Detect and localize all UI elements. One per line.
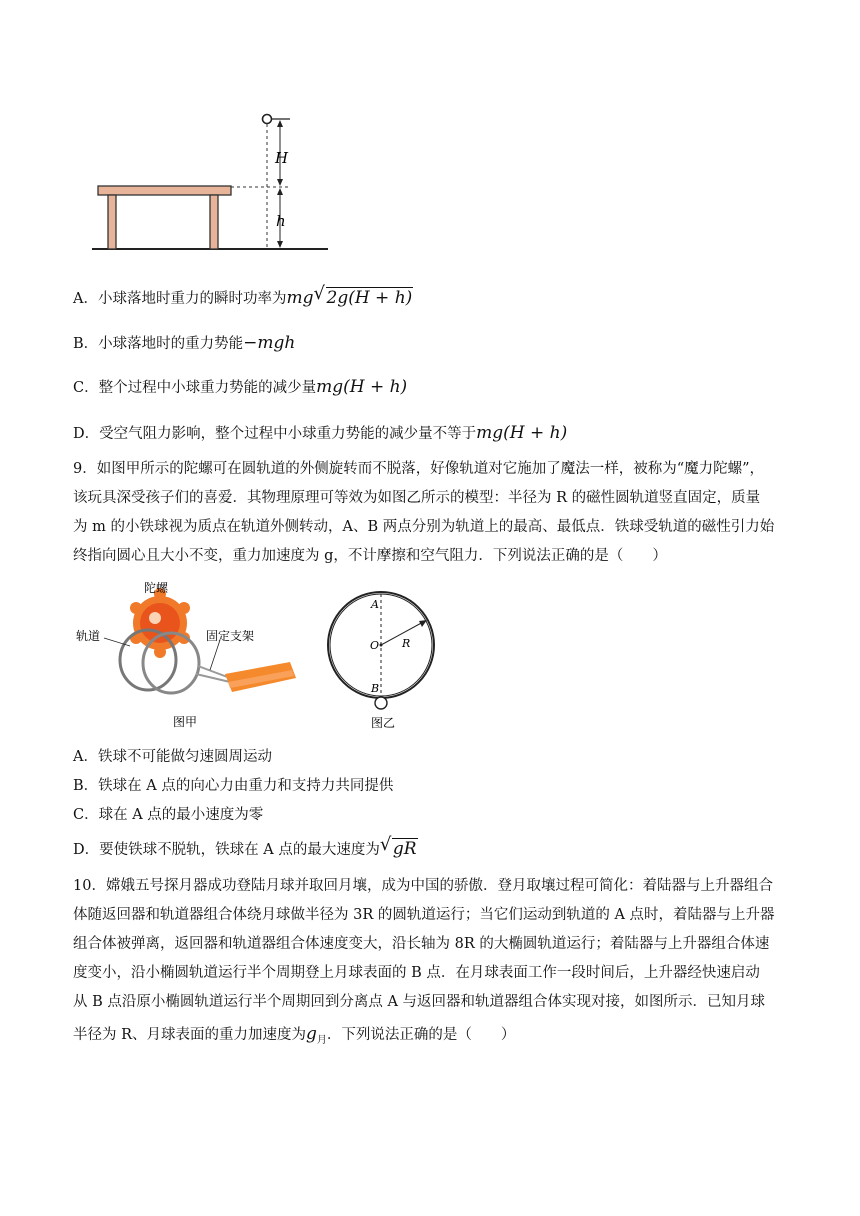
q8-option-c[interactable]: C．整个过程中小球重力势能的减少量mg(H + h) — [73, 377, 408, 397]
figure-jia-magic-top — [70, 578, 310, 733]
figure-yi-circle-model — [325, 588, 445, 733]
q8-option-b[interactable]: B．小球落地时的重力势能−mgh — [73, 333, 296, 353]
q9-stem-line1: 9．如图甲所示的陀螺可在圆轨道的外侧旋转而不脱落，好像轨道对它施加了魔法一样，被称为“魔力陀螺”， — [73, 461, 765, 477]
q10-line6: 半径为 R、月球表面的重力加速度为$g_月$．下列说法正确的是（ ） — [73, 1024, 516, 1046]
label-A: A — [371, 598, 379, 611]
label-guidao: 轨道 — [76, 629, 101, 643]
q9-option-d[interactable]: D．要使铁球不脱轨，铁球在 A 点的最大速度为 √ gR — [73, 834, 417, 859]
q10-line2: 体随返回器和轨道器组合体绕月球做半径为 3R 的圆轨道运行；当它们运动到轨道的 A 点时，着陆器与上升器 — [73, 907, 775, 923]
table-height-figure — [90, 108, 330, 258]
q10-line3: 组合体被弹离，返回器和轨道器组合体速度变大，沿长轴为 8R 的大椭圆轨道运行；着陆器与上升器组合体速 — [73, 936, 770, 952]
q9-stem-line2: 该玩具深受孩子们的喜爱．其物理原理可等效为如图乙所示的模型：半径为 R 的磁性圆轨道竖直固定，质量 — [73, 490, 761, 506]
q9-option-c[interactable]: C．球在 A 点的最小速度为零 — [73, 807, 264, 823]
label-H: H — [275, 149, 289, 167]
q8-option-d[interactable]: D．受空气阻力影响，整个过程中小球重力势能的减少量不等于mg(H + h) — [73, 423, 568, 443]
q9-d-radicand: gR — [392, 839, 417, 859]
label-tuoluo: 陀螺 — [144, 581, 169, 595]
caption-jia: 图甲 — [173, 715, 198, 729]
q9-option-b[interactable]: B．铁球在 A 点的向心力由重力和支持力共同提供 — [73, 778, 394, 794]
label-B: B — [371, 682, 380, 695]
label-h: h — [276, 212, 286, 230]
label-zhijia: 固定支架 — [206, 629, 255, 643]
label-O: O — [370, 639, 380, 652]
q10-line4: 度变小，沿小椭圆轨道运行半个周期登上月球表面的 B 点．在月球表面工作一段时间后，上升器经快速启动 — [73, 965, 760, 981]
q9-option-a[interactable]: A．铁球不可能做匀速圆周运动 — [73, 749, 272, 765]
q8-option-a[interactable]: A．小球落地时重力的瞬时功率为mg √ 2g(H + h) — [73, 283, 413, 308]
q8-a-radicand: 2g(H + h) — [326, 288, 413, 308]
q10-line1: 10．嫦娥五号探月器成功登陆月球并取回月壤，成为中国的骄傲．登月取壤过程可简化：着陆器与上升器组合 — [73, 878, 773, 894]
q10-line5: 从 B 点沿原小椭圆轨道运行半个周期回到分离点 A 与返回器和轨道器组合体实现对接，如图所示．已知月球 — [73, 994, 766, 1010]
caption-yi: 图乙 — [371, 716, 396, 730]
q9-stem-line4: 终指向圆心且大小不变，重力加速度为 g，不计摩擦和空气阻力．下列说法正确的是（ ） — [73, 548, 667, 564]
q9-stem-line3: 为 m 的小铁球视为质点在轨道外侧转动，A、B 两点分别为轨道上的最高、最低点．铁球受轨道的磁性引力始 — [73, 519, 775, 535]
label-R: R — [402, 637, 411, 650]
